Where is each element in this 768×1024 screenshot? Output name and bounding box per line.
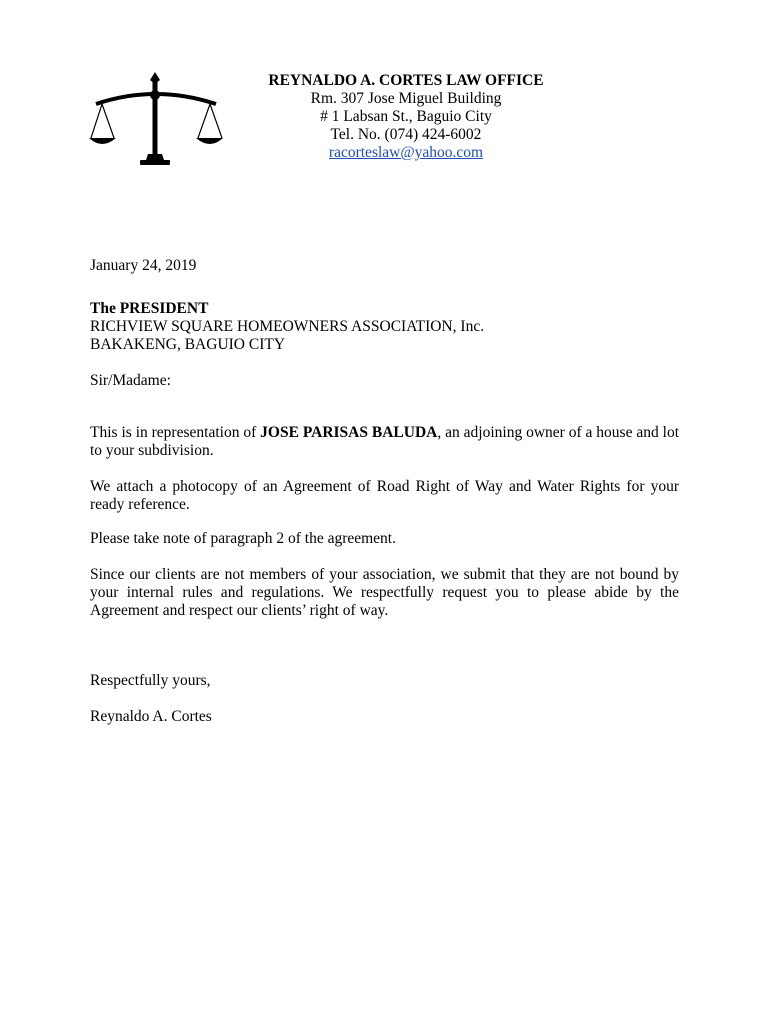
para1-text-after: , an adjoining owner of a house and lot to your subdivision. <box>90 424 680 459</box>
paragraph-request: Since our clients are not members of your association, we submit that they are not bound by your internal rules and regulations. We respectfully request you to please abide by the Agreement and respect our clients’ right of way. <box>90 566 679 619</box>
paragraph-representation <box>90 424 679 460</box>
client-name: JOSE PARISAS BALUDA <box>260 424 438 441</box>
scales-of-justice-icon <box>88 70 224 170</box>
salutation: Sir/Madame: <box>90 372 171 389</box>
paragraph-note: Please take note of paragraph 2 of the agreement. <box>90 530 396 547</box>
address-line-1: Rm. 307 Jose Miguel Building <box>310 90 502 107</box>
address-line-2: # 1 Labsan St., Baguio City <box>320 108 492 125</box>
signatory-name: Reynaldo A. Cortes <box>90 708 212 725</box>
office-name: REYNALDO A. CORTES LAW OFFICE <box>268 72 544 89</box>
email-link[interactable]: racorteslaw@yahoo.com <box>328 144 484 161</box>
paragraph-attachment: We attach a photocopy of an Agreement of Road Right of Way and Water Rights for your ready reference. <box>90 478 679 513</box>
recipient-address: BAKAKENG, BAGUIO CITY <box>90 336 286 353</box>
phone-number: Tel. No. (074) 424-6002 <box>330 126 482 143</box>
closing: Respectfully yours, <box>90 672 211 689</box>
letterhead <box>236 72 576 162</box>
letter-date: January 24, 2019 <box>90 257 197 274</box>
para1-text-before: This is in representation of <box>90 424 261 441</box>
recipient-organization: RICHVIEW SQUARE HOMEOWNERS ASSOCIATION, Inc. <box>90 318 485 335</box>
recipient-title: The PRESIDENT <box>90 300 209 317</box>
